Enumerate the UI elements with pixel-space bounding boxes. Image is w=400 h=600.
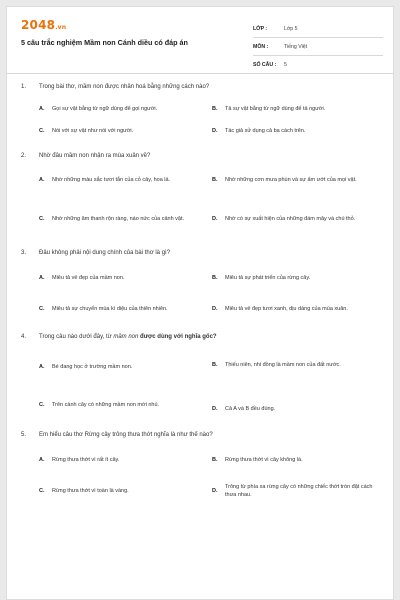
option-letter: B.	[212, 457, 218, 463]
option-letter: C.	[39, 402, 45, 408]
option-text: Tả sự vật bằng từ ngữ dùng để tả người.	[225, 106, 326, 112]
question-text-after: được dùng với nghĩa gốc?	[138, 334, 217, 340]
question-text: Nhờ đâu mầm non nhận ra mùa xuân về?	[39, 153, 151, 159]
option-text: Miêu tả vẻ đẹp của mầm non.	[52, 275, 125, 281]
option-text: Bé đang học ở trường mầm non.	[52, 364, 133, 370]
option-text: Trông từ phía xa rừng cây có những chiếc thớt tròn đặt cách thưa nhau.	[225, 484, 373, 498]
meta-value: 5	[284, 61, 287, 68]
question-text: Trong bài thơ, mầm non được nhân hoá bằng những cách nào?	[39, 84, 210, 90]
option-letter: B.	[212, 177, 218, 183]
option-letter: B.	[212, 106, 218, 112]
question-3	[21, 249, 385, 312]
option-letter: C.	[39, 488, 45, 494]
option-text: Cả A và B đều đúng.	[225, 406, 276, 412]
option-b[interactable]	[212, 176, 375, 184]
option-text: Rừng thưa thớt vì cây không lá.	[225, 457, 303, 463]
question-1	[21, 83, 385, 134]
option-b[interactable]	[212, 456, 375, 464]
option-letter: B.	[212, 275, 218, 281]
question-number: 4.	[21, 334, 27, 340]
option-b[interactable]	[212, 274, 375, 282]
meta-key: MÔN :	[253, 43, 269, 50]
header-divider	[7, 73, 393, 74]
logo-suffix: .vn	[55, 24, 67, 31]
option-letter: A.	[39, 275, 45, 281]
option-text: Rừng thưa thớt vì rất ít cây.	[52, 457, 120, 463]
option-d[interactable]	[212, 305, 375, 313]
option-d[interactable]	[212, 483, 375, 499]
option-text: Nhờ những màu sắc tươi tắn của cỏ cây, hoa lá.	[52, 177, 171, 183]
question-stem	[21, 431, 385, 439]
question-text-emphasis: mầm non	[113, 334, 139, 340]
option-c[interactable]	[39, 215, 202, 223]
option-text: Trên cành cây có những mầm non mới nhú.	[52, 402, 160, 408]
option-text: Thiếu niên, nhi đồng là mầm non của đất nước.	[225, 362, 341, 368]
question-number: 1.	[21, 84, 27, 90]
option-text: Miêu tả sự phát triển của rừng cây.	[225, 275, 311, 281]
option-letter: D.	[212, 488, 218, 494]
question-number: 5.	[21, 432, 27, 438]
meta-key: SỐ CÂU :	[253, 61, 277, 68]
option-d[interactable]	[212, 215, 375, 223]
option-c[interactable]	[39, 401, 202, 409]
option-c[interactable]	[39, 305, 202, 313]
question-stem	[21, 83, 385, 91]
option-text: Gọi sự vật bằng từ ngữ dùng để gọi người.	[52, 106, 158, 112]
option-text: Nhờ những âm thanh rộn ràng, náo nức của cảnh vật.	[52, 216, 185, 222]
meta-row-class	[253, 20, 383, 38]
option-a[interactable]	[39, 456, 202, 464]
question-4	[21, 333, 385, 412]
question-number: 2.	[21, 153, 27, 159]
option-text: Tác giả sử dụng cả ba cách trên.	[225, 128, 306, 134]
option-letter: C.	[39, 216, 45, 222]
option-letter: A.	[39, 177, 45, 183]
question-text: Đâu không phải nội dung chính của bài thơ là gì?	[39, 250, 171, 256]
option-letter: C.	[39, 306, 45, 312]
meta-row-subject	[253, 38, 383, 56]
meta-value: Lớp 5	[284, 25, 298, 32]
option-d[interactable]	[212, 127, 375, 135]
option-b[interactable]	[212, 105, 375, 113]
question-2	[21, 152, 385, 222]
logo-text: 2048	[21, 18, 56, 32]
question-stem	[21, 249, 385, 257]
question-stem	[21, 333, 385, 341]
meta-key: LỚP :	[253, 25, 268, 32]
option-d[interactable]	[212, 405, 375, 413]
question-number: 3.	[21, 250, 27, 256]
option-a[interactable]	[39, 176, 202, 184]
option-letter: A.	[39, 457, 45, 463]
option-b[interactable]	[212, 361, 375, 369]
question-5	[21, 431, 385, 498]
option-letter: B.	[212, 362, 218, 368]
option-letter: D.	[212, 306, 218, 312]
meta-value: Tiếng Việt	[284, 43, 308, 50]
document-title: 5 câu trắc nghiệm Mầm non Cánh diều có đáp án	[21, 38, 188, 47]
meta-row-count	[253, 56, 383, 74]
option-a[interactable]	[39, 363, 202, 371]
option-text: Rừng thưa thớt vì toàn là vàng.	[52, 488, 129, 494]
option-text: Miêu tả sự chuyển mùa kì diệu của thiên nhiên.	[52, 306, 168, 312]
option-text: Nói với sự vật như nói với người.	[52, 128, 134, 134]
question-text-before: Trong câu nào dưới đây, từ	[39, 334, 114, 340]
option-letter: D.	[212, 128, 218, 134]
meta-table	[253, 20, 383, 74]
option-letter: A.	[39, 106, 45, 112]
option-letter: D.	[212, 406, 218, 412]
worksheet-page	[6, 6, 394, 600]
option-a[interactable]	[39, 105, 202, 113]
option-c[interactable]	[39, 127, 202, 135]
option-text: Miêu tả vẻ đẹp tươi xanh, dịu dàng của mùa xuân.	[225, 306, 348, 312]
site-logo[interactable]	[21, 18, 66, 32]
option-a[interactable]	[39, 274, 202, 282]
question-stem	[21, 152, 385, 160]
option-text: Nhờ có sự xuất hiện của những đám mây và chú thỏ.	[225, 216, 356, 222]
option-letter: A.	[39, 364, 45, 370]
option-c[interactable]	[39, 487, 202, 495]
question-text: Em hiểu câu thơ Rừng cây trông thưa thớt nghĩa là như thế nào?	[39, 432, 213, 438]
option-letter: C.	[39, 128, 45, 134]
option-text: Nhờ những cơn mưa phùn và sự ẩm ướt của mọi vật.	[225, 177, 357, 183]
option-letter: D.	[212, 216, 218, 222]
